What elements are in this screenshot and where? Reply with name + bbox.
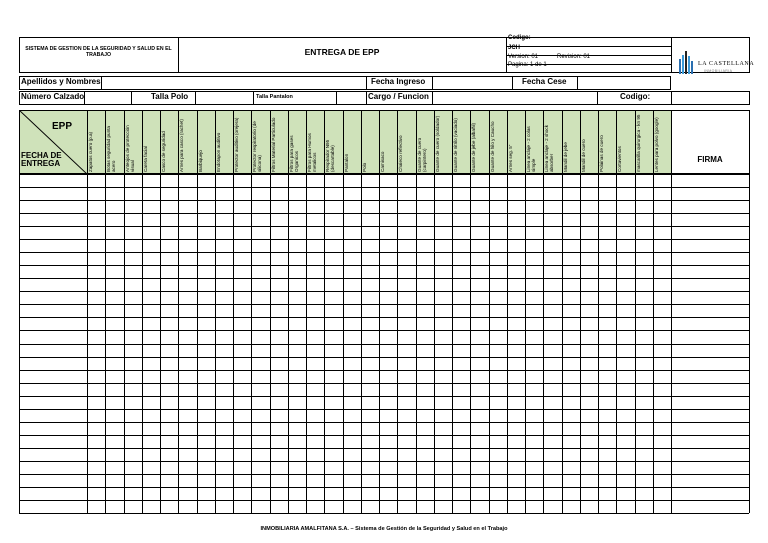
epp-column-header: [397, 111, 415, 173]
table-row: [19, 239, 749, 240]
system-title: SISTEMA DE GESTION DE LA SEGURIDAD Y SALUD EN EL TRABAJO: [25, 46, 172, 58]
epp-item-label: Botas seguridad punta acero: [106, 126, 117, 172]
epp-column-header: [215, 111, 233, 173]
table-row: [19, 448, 749, 449]
epp-item-label: Barbiquejo: [197, 150, 203, 172]
table-row: [19, 174, 749, 175]
epp-column-header: [87, 111, 105, 173]
epp-column-header: [124, 111, 142, 173]
epp-item-label: Polo: [361, 162, 367, 172]
epp-item-label: Casco de seguridad: [161, 131, 166, 172]
epp-item-label: Mandil de jebe: [562, 142, 568, 172]
epp-item-label: Guante de hilo y Caucho: [489, 121, 495, 172]
logo-mark-icon: [678, 48, 696, 76]
pagina-label: Pagina: 1 de 1: [508, 62, 547, 68]
epp-column-header: [653, 111, 671, 173]
logo-text: LA CASTELLANA: [698, 61, 755, 67]
epp-item-label: Arnes para casco (rachet): [179, 119, 185, 172]
epp-item-label: Chaleco reflectivo: [398, 135, 404, 172]
epp-item-label: Guante de cuero (carpintero): [416, 137, 427, 172]
epp-column-header: [379, 111, 397, 173]
epp-item-label: Guante de nitrilo (vaciado): [453, 118, 458, 172]
epp-item-label: Guante de cuero (soldador): [434, 115, 440, 172]
table-row: [19, 187, 749, 188]
epp-item-label: Camisaco: [380, 151, 385, 172]
table-row: [19, 370, 749, 371]
epp-column-header: [470, 111, 488, 173]
table-row: [19, 213, 749, 214]
epp-column-header: [288, 111, 306, 173]
table-row: [19, 304, 749, 305]
footer-text: INMOBILIARIA AMALFITANA S.A. – Sistema de Gestión de la Seguridad y Salud en el Trabajo: [260, 526, 508, 532]
epp-column-header: [142, 111, 160, 173]
epp-column-header: [233, 111, 251, 173]
epp-item-label: Linea anclaje - 2 colas simple: [526, 126, 536, 172]
epp-column-header: [343, 111, 361, 173]
cargo-label: Cargo / Funcion: [368, 92, 429, 101]
talla-pantalon-label: Talla Pantalon: [256, 94, 293, 100]
epp-column-header: [580, 111, 598, 173]
epp-item-label: Filtros para gases Organicos: [288, 135, 299, 172]
table-row: [19, 330, 749, 331]
table-row: [19, 422, 749, 423]
talla-polo-label: Talla Polo: [151, 92, 189, 101]
epp-item-label: Pantalon: [343, 153, 349, 172]
document-title: ENTREGA DE EPP: [304, 47, 380, 57]
fecha-cese-label: Fecha Cese: [522, 77, 567, 86]
table-row: [19, 396, 749, 397]
epp-item-label: Filtros para Humos metalicos: [307, 133, 317, 172]
epp-column-header: [416, 111, 434, 173]
table-row: [19, 252, 749, 253]
company-logo: [678, 48, 755, 76]
epp-column-header: [197, 111, 215, 173]
table-row: [19, 500, 749, 501]
epp-item-label: Cortavientos: [617, 146, 623, 172]
numero-calzado-label: Número Calzado: [21, 92, 85, 101]
epp-column-header: [434, 111, 452, 173]
corner-fecha-label: FECHA DE ENTREGA: [21, 151, 62, 168]
epp-column-header: [306, 111, 324, 173]
codigo-label: Codigo:: [508, 35, 531, 41]
codigo-value: JCH: [508, 45, 521, 51]
version-label: Version: 01: [508, 54, 539, 60]
logo-subtext: INMOBILIARIA: [704, 69, 733, 73]
apellidos-label: Apellidos y Nombres: [21, 77, 101, 86]
epp-item-label: Linea anclaje - 2 shock absorber: [544, 125, 555, 172]
epp-column-header: [543, 111, 561, 173]
table-row: [19, 383, 749, 384]
epp-item-label: Endotapon auditivo: [215, 132, 221, 172]
table-row: [19, 513, 749, 514]
epp-column-header: [507, 111, 525, 173]
epp-item-label: Arnes seg. 5": [507, 144, 513, 172]
epp-item-label: Respirador N95 (descartable): [325, 139, 336, 172]
epp-column-header: [178, 111, 196, 173]
epp-item-label: Anteojos de protección visual: [124, 125, 135, 172]
epp-item-label: mascarilla quirurgica - kn 95: [635, 114, 641, 172]
table-row: [19, 317, 749, 318]
epp-item-label: Guante de jebe (albañil): [471, 122, 477, 172]
corner-epp-label: EPP: [52, 121, 73, 132]
table-row: [19, 226, 749, 227]
epp-item-label: Protector auditivo (orejera): [234, 117, 239, 172]
firma-header: FIRMA: [697, 155, 723, 164]
fields-row-1: [19, 76, 671, 90]
epp-column-header: [160, 111, 178, 173]
epp-column-header: [562, 111, 580, 173]
epp-item-label: Mandil de cuero: [580, 139, 586, 172]
epp-column-header: [598, 111, 616, 173]
table-row: [19, 435, 749, 436]
fecha-ingreso-label: Fecha Ingreso: [371, 77, 426, 86]
epp-column-header: [525, 111, 543, 173]
table-row: [19, 487, 749, 488]
revision-label: Revision: 01: [557, 54, 591, 60]
table-row: [19, 344, 749, 345]
epp-item-label: Protector respiratorio (de silicona): [252, 121, 263, 172]
epp-item-label: Careta facial: [142, 146, 148, 172]
epp-column-header: [105, 111, 123, 173]
epp-column-header: [616, 111, 634, 173]
epp-column-header: [635, 111, 653, 173]
table-row: [19, 291, 749, 292]
epp-column-header: [361, 111, 379, 173]
epp-item-label: Polainas de cuero: [599, 135, 604, 172]
epp-column-header: [452, 111, 470, 173]
epp-column-header: [489, 111, 507, 173]
epp-column-header: [324, 111, 342, 173]
table-row: [19, 474, 749, 475]
table-row: [19, 278, 749, 279]
epp-item-label: Zapatos cuero (p.a): [88, 131, 93, 172]
epp-column-header: [251, 111, 269, 173]
table-row: [19, 461, 749, 462]
epp-item-label: Lentes para polvo (google): [653, 117, 659, 172]
epp-column-header: [270, 111, 288, 173]
table-row: [19, 265, 749, 266]
codigo-field-label: Codigo:: [620, 92, 651, 101]
epp-item-label: Filtros Material Particulado: [270, 117, 276, 172]
table-row: [19, 200, 749, 201]
table-row: [19, 357, 749, 358]
table-row: [19, 409, 749, 410]
